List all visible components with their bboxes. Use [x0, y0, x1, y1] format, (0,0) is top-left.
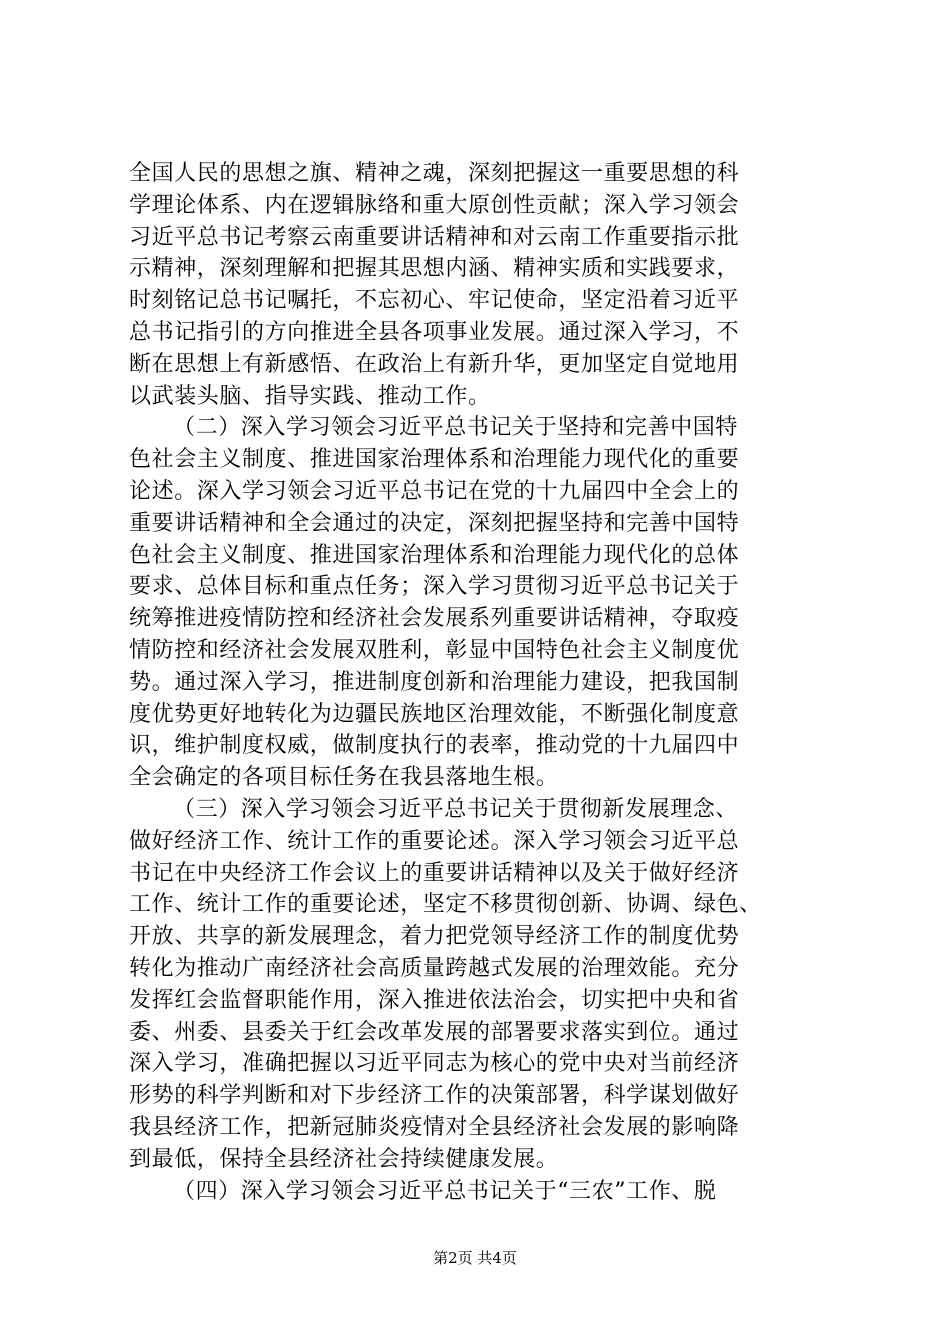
text-line: 色社会主义制度、推进国家治理体系和治理能力现代化的总体 [129, 542, 740, 568]
text-line: 书记在中央经济工作会议上的重要讲话精神以及关于做好经济 [129, 860, 740, 886]
text-line: 形势的科学判断和对下步经济工作的决策部署，科学谋划做好 [129, 1083, 740, 1109]
text-line: 学理论体系、内在逻辑脉络和重大原创性贡献；深入学习领会 [129, 192, 740, 218]
section-heading-line: （二）深入学习领会习近平总书记关于坚持和完善中国特 [173, 415, 739, 441]
section-heading-line: （四）深入学习领会习近平总书记关于“三农”工作、脱 [173, 1178, 717, 1204]
body-text [129, 158, 833, 1207]
text-line: 断在思想上有新感悟、在政治上有新升华，更加坚定自觉地用 [129, 351, 740, 377]
text-line: 转化为推动广南经济社会高质量跨越式发展的治理效能。充分 [129, 955, 740, 981]
text-line: 示精神，深刻理解和把握其思想内涵、精神实质和实践要求， [129, 256, 740, 282]
text-line: 时刻铭记总书记嘱托，不忘初心、牢记使命，坚定沿着习近平 [129, 288, 740, 314]
text-line: 度优势更好地转化为边疆民族地区治理效能，不断强化制度意 [129, 701, 740, 727]
text-line: 要求、总体目标和重点任务；深入学习贯彻习近平总书记关于 [129, 574, 740, 600]
section-heading-line: （三）深入学习领会习近平总书记关于贯彻新发展理念、 [173, 796, 739, 822]
text-line: 开放、共享的新发展理念，着力把党领导经济工作的制度优势 [129, 924, 740, 950]
text-line: 全会确定的各项目标任务在我县落地生根。 [129, 765, 559, 791]
text-line: 重要讲话精神和全会通过的决定，深刻把握坚持和完善中国特 [129, 510, 740, 536]
text-line: 统筹推进疫情防控和经济社会发展系列重要讲话精神，夺取疫 [129, 606, 740, 632]
text-line: 我县经济工作，把新冠肺炎疫情对全县经济社会发展的影响降 [129, 1114, 740, 1140]
text-line: 情防控和经济社会发展双胜利，彰显中国特色社会主义制度优 [129, 637, 740, 663]
page-footer [0, 1248, 950, 1268]
text-line: 工作、统计工作的重要论述，坚定不移贯彻创新、协调、绿色、 [129, 892, 762, 918]
text-line: 到最低，保持全县经济社会持续健康发展。 [129, 1146, 559, 1172]
text-line: 识，维护制度权威，做制度执行的表率，推动党的十九届四中 [129, 733, 740, 759]
text-line: 委、州委、县委关于红会改革发展的部署要求落实到位。通过 [129, 1019, 740, 1045]
text-line: 全国人民的思想之旗、精神之魂，深刻把握这一重要思想的科 [129, 161, 740, 186]
text-line: 色社会主义制度、推进国家治理体系和治理能力现代化的重要 [129, 447, 740, 473]
text-line: 习近平总书记考察云南重要讲话精神和对云南工作重要指示批 [129, 224, 740, 250]
text-line: 势。通过深入学习，推进制度创新和治理能力建设，把我国制 [129, 669, 740, 695]
text-line: 总书记指引的方向推进全县各项事业发展。通过深入学习，不 [129, 319, 740, 345]
text-line: 做好经济工作、统计工作的重要论述。深入学习领会习近平总 [129, 828, 740, 854]
text-line: 深入学习，准确把握以习近平同志为核心的党中央对当前经济 [129, 1051, 740, 1077]
text-line: 以武装头脑、指导实践、推动工作。 [129, 383, 491, 409]
page-number-label: 第2页 共4页 [433, 1249, 517, 1267]
text-line: 论述。深入学习领会习近平总书记在党的十九届四中全会上的 [129, 478, 740, 504]
text-line: 发挥红会监督职能作用，深入推进依法治会，切实把中央和省 [129, 987, 740, 1013]
